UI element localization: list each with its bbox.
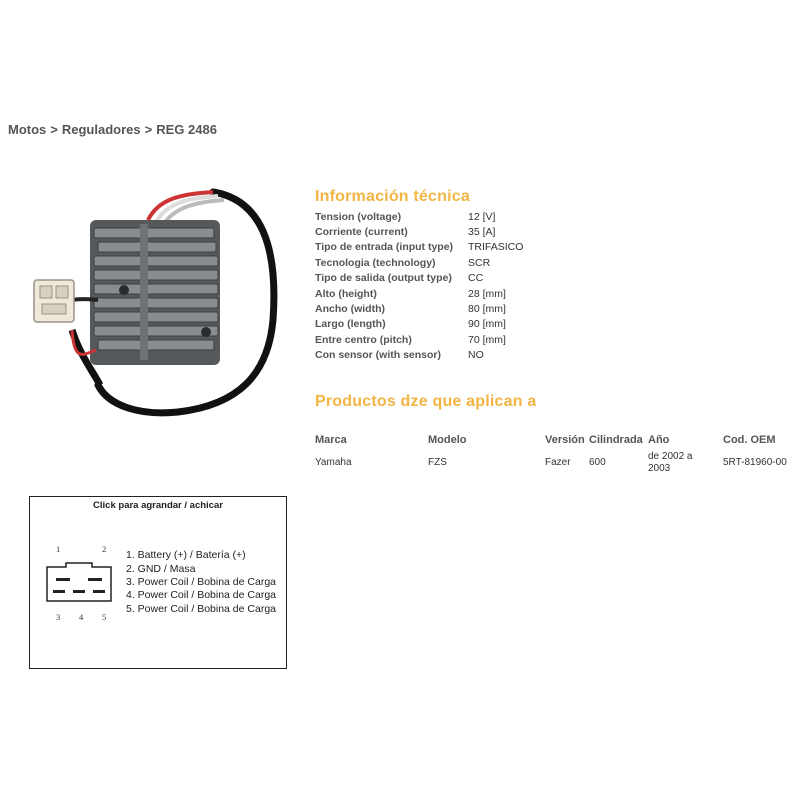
spec-row	[315, 348, 523, 363]
spec-row	[315, 332, 523, 347]
spec-row	[315, 317, 523, 332]
breadcrumb	[8, 122, 217, 137]
cell-anio-line1: de 2002 a	[648, 451, 693, 462]
spec-label: Tipo de salida (output type)	[315, 272, 452, 285]
pin-legend-item: 1. Battery (+) / Batería (+)	[126, 549, 246, 561]
pin-label-2: 2	[102, 544, 107, 554]
col-header-version: Versión	[545, 434, 585, 446]
spec-row	[315, 224, 523, 239]
spec-value: CC	[468, 272, 484, 285]
pin-legend-item: 4. Power Coil / Bobina de Carga	[126, 589, 276, 601]
cell-anio-line2: 2003	[648, 463, 671, 474]
spec-value: 70 [mm]	[468, 333, 506, 346]
pin-label-1: 1	[56, 544, 61, 554]
spec-value: TRIFASICO	[468, 241, 524, 254]
connector-plug-icon	[44, 561, 114, 603]
spec-value: SCR	[468, 256, 491, 269]
spec-label: Entre centro (pitch)	[315, 333, 412, 346]
cell-marca: Yamaha	[315, 457, 352, 468]
breadcrumb-item-reguladores[interactable]: Reguladores	[61, 122, 141, 137]
col-header-modelo: Modelo	[428, 434, 467, 446]
cell-modelo: FZS	[428, 457, 447, 468]
spec-value: 35 [A]	[468, 226, 496, 239]
connector-diagram[interactable]	[29, 496, 287, 669]
spec-label: Largo (length)	[315, 318, 386, 331]
cell-cilindrada: 600	[589, 457, 606, 468]
spec-value: 80 [mm]	[468, 303, 506, 316]
breadcrumb-item-motos[interactable]: Motos	[8, 122, 47, 137]
pin-label-4: 4	[79, 612, 84, 622]
spec-row	[315, 209, 523, 224]
pin-legend-item: 5. Power Coil / Bobina de Carga	[126, 603, 276, 615]
breadcrumb-separator: >	[144, 122, 153, 137]
spec-row	[315, 271, 523, 286]
products-title: Productos dze que aplican a	[315, 393, 537, 410]
cell-oem: 5RT-81960-00	[723, 457, 787, 468]
spec-value: 12 [V]	[468, 210, 496, 223]
diagram-zoom-caption[interactable]: Click para agrandar / achicar	[93, 500, 223, 511]
spec-label: Tecnologia (technology)	[315, 256, 436, 269]
spec-label: Con sensor (with sensor)	[315, 349, 442, 362]
spec-row	[315, 240, 523, 255]
cell-version: Fazer	[545, 457, 571, 468]
spec-value: 90 [mm]	[468, 318, 506, 331]
spec-value: 28 [mm]	[468, 287, 506, 300]
pin-legend-item: 2. GND / Masa	[126, 563, 196, 575]
col-header-marca: Marca	[315, 434, 347, 446]
spec-label: Tipo de entrada (input type)	[315, 241, 454, 254]
breadcrumb-separator: >	[50, 122, 58, 137]
spec-label: Tension (voltage)	[315, 210, 402, 223]
spec-row	[315, 301, 523, 316]
tech-info-title: Información técnica	[315, 188, 470, 205]
pin-label-3: 3	[56, 612, 61, 622]
spec-row	[315, 255, 523, 270]
breadcrumb-current: REG 2486	[156, 122, 217, 137]
product-image[interactable]	[28, 180, 298, 420]
col-header-anio: Año	[648, 434, 670, 446]
col-header-oem: Cod. OEM	[723, 434, 776, 446]
spec-table	[315, 209, 523, 363]
spec-label: Alto (height)	[315, 287, 377, 300]
col-header-cilindrada: Cilindrada	[589, 434, 643, 446]
spec-label: Ancho (width)	[315, 303, 385, 316]
pin-legend-item: 3. Power Coil / Bobina de Carga	[126, 576, 276, 588]
spec-row	[315, 286, 523, 301]
spec-label: Corriente (current)	[315, 226, 408, 239]
spec-value: NO	[468, 349, 484, 362]
pin-label-5: 5	[102, 612, 107, 622]
